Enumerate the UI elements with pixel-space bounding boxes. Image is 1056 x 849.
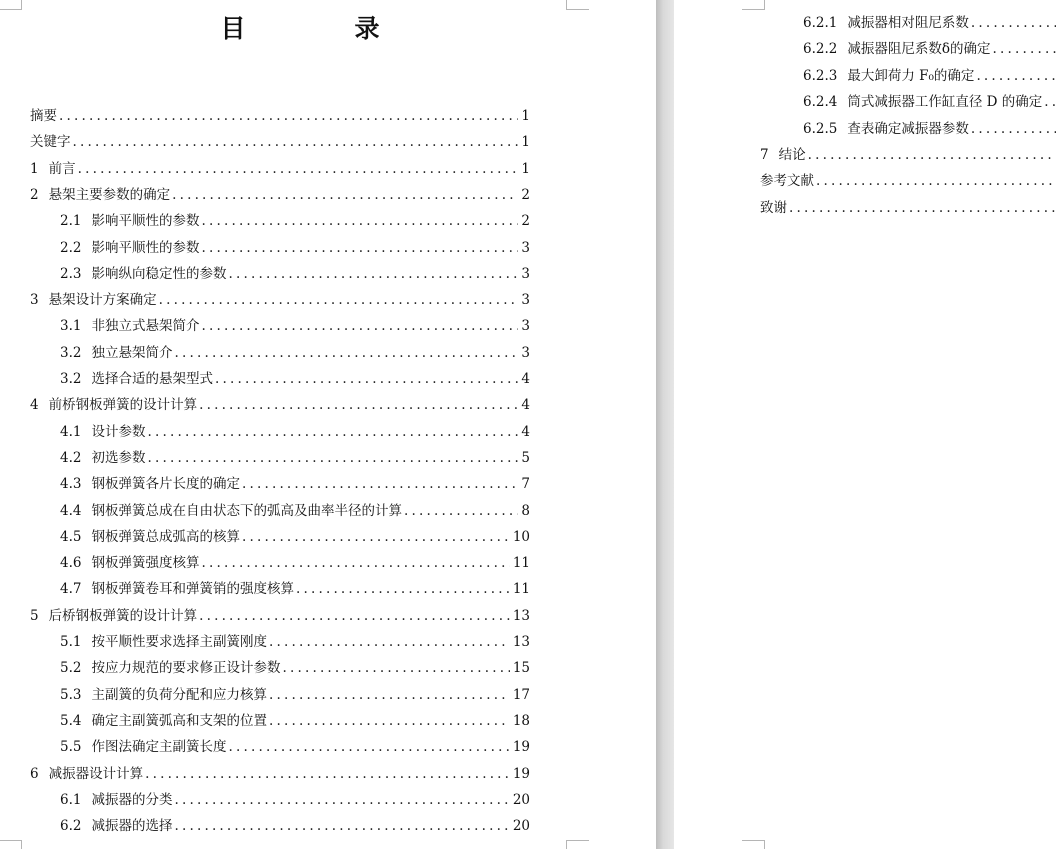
toc-entry-label <box>760 172 816 190</box>
toc-entry-number: 6.2.5 <box>803 120 838 137</box>
toc-page-number: 19 <box>512 739 530 756</box>
toc-entry-label <box>30 107 59 125</box>
toc-entry-label <box>60 502 404 520</box>
toc-entry-text: 悬架设计方案确定 <box>48 292 157 309</box>
toc-entry-text: 确定主副簧弧高和支架的位置 <box>91 712 267 729</box>
toc-entry-number: 5.5 <box>60 739 82 756</box>
dot-leader <box>808 146 1056 164</box>
toc-page-number: 18 <box>512 712 530 729</box>
toc-page-number: 4 <box>521 397 530 414</box>
toc-entry[interactable] <box>60 212 530 230</box>
toc-entry-text: 按平顺性要求选择主副簧刚度 <box>91 634 267 650</box>
toc-entry-label <box>60 344 174 362</box>
toc-entry-number: 4.3 <box>60 476 82 493</box>
toc-entry[interactable] <box>60 659 530 677</box>
toc-page-number: 3 <box>521 318 530 335</box>
toc-entry[interactable] <box>30 107 530 125</box>
toc-entry-text: 摘要 <box>30 108 57 124</box>
dot-leader <box>201 212 518 230</box>
dot-leader <box>201 239 518 257</box>
dot-leader <box>199 607 510 625</box>
toc-entry-number: 4.5 <box>60 528 82 545</box>
toc-entry-number: 4.2 <box>60 449 82 466</box>
toc-entry-label <box>760 146 808 164</box>
toc-entry-number: 3 <box>30 292 39 309</box>
toc-entry-label <box>60 475 242 493</box>
toc-entry-text: 钢板弹簧总成弧高的核算 <box>91 528 240 545</box>
toc-entry-label <box>60 239 201 257</box>
dot-leader <box>174 817 509 835</box>
dot-leader <box>971 14 1056 32</box>
toc-entry[interactable] <box>60 239 530 257</box>
toc-page-number: 4 <box>521 423 530 440</box>
toc-entry[interactable] <box>30 186 530 204</box>
toc-entry-text: 前桥钢板弹簧的设计计算 <box>48 397 198 414</box>
toc-page-number: 10 <box>512 528 530 545</box>
toc-entry-number: 5.1 <box>60 634 82 650</box>
toc-entry[interactable] <box>60 712 530 730</box>
toc-page-number: 3 <box>521 292 530 309</box>
toc-entry-text: 前言 <box>48 160 76 177</box>
toc-entry-label <box>60 554 201 572</box>
toc-entry[interactable] <box>30 396 530 414</box>
toc-entry-number: 6.2.2 <box>803 41 838 58</box>
toc-entry[interactable] <box>60 528 530 546</box>
dot-leader <box>228 738 509 756</box>
toc-entry[interactable] <box>60 633 530 651</box>
toc-entry[interactable] <box>760 199 1056 217</box>
toc-entry-label <box>60 317 201 335</box>
crop-mark <box>566 840 589 849</box>
toc-entry-label <box>60 580 296 598</box>
toc-entry[interactable] <box>60 686 530 704</box>
toc-entry-text: 独立悬架简介 <box>91 344 173 361</box>
dot-leader <box>159 291 519 309</box>
page-gutter <box>656 0 674 849</box>
toc-entry-label <box>60 449 147 467</box>
toc-entry-label <box>803 120 971 138</box>
dot-leader <box>174 344 518 362</box>
toc-page-number: 4 <box>521 371 530 387</box>
toc-entry-label <box>60 212 201 230</box>
dot-leader <box>404 502 518 520</box>
toc-entry-text: 减振器的选择 <box>91 818 173 835</box>
toc-entry-text: 钢板弹簧总成在自由状态下的弧高及曲率半径的计算 <box>91 502 402 519</box>
toc-entry-number: 4.7 <box>60 581 82 598</box>
document-page-right <box>674 0 1056 849</box>
dot-leader <box>199 396 518 414</box>
toc-entry[interactable] <box>60 423 530 441</box>
toc-entry-text: 减振器阻尼系数δ的确定 <box>847 41 991 58</box>
dot-leader <box>296 580 510 598</box>
toc-entry[interactable] <box>30 765 530 783</box>
toc-entry-label <box>30 133 73 151</box>
toc-entry-text: 后桥钢板弹簧的设计计算 <box>48 607 198 624</box>
toc-entry-text: 设计参数 <box>91 423 146 440</box>
dot-leader <box>269 712 510 730</box>
toc-entry-label <box>30 186 172 204</box>
toc-entry-label <box>30 607 199 625</box>
toc-entry-number: 3.2 <box>60 371 82 387</box>
toc-entry-text: 减振器设计计算 <box>48 765 144 782</box>
toc-page-number: 20 <box>512 818 530 835</box>
toc-entry-label <box>60 817 174 835</box>
toc-entry[interactable] <box>60 449 530 467</box>
dot-leader <box>174 791 509 809</box>
dot-leader <box>78 160 519 178</box>
dot-leader <box>993 40 1056 58</box>
toc-entry-number: 1 <box>30 160 39 177</box>
toc-entry-text: 减振器相对阻尼系数 <box>847 15 969 31</box>
toc-entry-label <box>60 712 269 730</box>
toc-entry[interactable] <box>60 738 530 756</box>
toc-page-number: 1 <box>521 160 530 177</box>
toc-entry-text: 非独立式悬架简介 <box>91 318 200 335</box>
toc-entry-text: 参考文献 <box>760 173 814 190</box>
toc-entry-number: 6.2 <box>60 818 82 835</box>
toc-entry[interactable] <box>760 172 1056 190</box>
dot-leader <box>73 133 519 151</box>
toc-entry[interactable] <box>30 291 530 309</box>
toc-page-number: 11 <box>512 581 530 598</box>
toc-entry-number: 7 <box>760 147 769 163</box>
toc-entry-text: 结论 <box>778 147 806 163</box>
dot-leader <box>282 659 509 677</box>
dot-leader <box>789 199 1056 217</box>
toc-entry-number: 4.6 <box>60 555 82 572</box>
toc-entry-label <box>803 67 976 85</box>
toc-entry-text: 筒式减振器工作缸直径 D 的确定 <box>847 94 1043 111</box>
toc-entry[interactable] <box>60 265 530 283</box>
crop-mark <box>742 0 765 10</box>
toc-page-number: 3 <box>521 265 530 282</box>
toc-entry-number: 2.2 <box>60 239 82 256</box>
toc-entry-number: 5 <box>30 607 39 624</box>
dot-leader <box>971 120 1056 138</box>
toc-entry-number: 4.4 <box>60 502 82 519</box>
dot-leader <box>242 528 510 546</box>
dot-leader <box>228 265 518 283</box>
toc-entry-label <box>803 40 993 58</box>
toc-page-number: 1 <box>521 108 530 124</box>
toc-entry-label <box>60 659 282 677</box>
toc-entry-label <box>60 423 147 441</box>
toc-entry-label <box>30 396 199 414</box>
toc-entry-label <box>30 765 145 783</box>
toc-entry-text: 钢板弹簧各片长度的确定 <box>91 476 240 493</box>
toc-entry[interactable] <box>760 146 1056 164</box>
toc-entry[interactable] <box>60 791 530 809</box>
toc-entry[interactable] <box>60 817 530 835</box>
toc-entry-text: 最大卸荷力 F₀的确定 <box>847 67 975 84</box>
toc-entry-label <box>30 291 159 309</box>
toc-entry-number: 5.4 <box>60 712 82 729</box>
toc-entry-text: 钢板弹簧强度核算 <box>91 555 200 572</box>
toc-entry[interactable] <box>60 554 530 572</box>
toc-entry-text: 主副簧的负荷分配和应力核算 <box>91 686 267 703</box>
toc-entry-text: 影响平顺性的参数 <box>91 213 200 230</box>
toc-entry[interactable] <box>803 120 1056 138</box>
toc-entry-number: 6.2.3 <box>803 67 838 84</box>
toc-entry-text: 减振器的分类 <box>91 791 173 808</box>
toc-entry-number: 6.1 <box>60 791 82 808</box>
toc-entry[interactable] <box>803 40 1056 58</box>
toc-entry[interactable] <box>803 67 1056 85</box>
toc-page-number: 7 <box>521 476 530 493</box>
dot-leader <box>242 475 518 493</box>
toc-page-number: 13 <box>512 634 530 650</box>
toc-page-number: 1 <box>521 134 530 151</box>
toc-page-number: 3 <box>521 344 530 361</box>
toc-page-number: 5 <box>521 449 530 466</box>
toc-entry[interactable] <box>60 344 530 362</box>
dot-leader <box>147 423 518 441</box>
dot-leader <box>201 554 509 572</box>
dot-leader <box>145 765 510 783</box>
toc-entry-text: 按应力规范的要求修正设计参数 <box>91 660 281 677</box>
dot-leader <box>201 317 518 335</box>
toc-page-number: 13 <box>512 607 530 624</box>
toc-entry-label <box>803 93 1044 111</box>
toc-entry-text: 悬架主要参数的确定 <box>48 186 171 203</box>
toc-entry-number: 5.2 <box>60 660 82 677</box>
dot-leader <box>215 370 518 388</box>
dot-leader <box>976 67 1056 85</box>
toc-entry-number: 4 <box>30 397 39 414</box>
toc-entry-label <box>803 14 971 32</box>
dot-leader <box>269 686 510 704</box>
toc-entry-label <box>60 633 269 651</box>
toc-entry[interactable] <box>803 93 1056 111</box>
crop-mark <box>742 840 765 849</box>
dot-leader <box>147 449 518 467</box>
toc-entry-number: 6.2.1 <box>803 15 838 31</box>
toc-entry-label <box>60 370 215 388</box>
toc-entry-label <box>60 686 269 704</box>
toc-entry[interactable] <box>30 607 530 625</box>
toc-entry[interactable] <box>803 14 1056 32</box>
toc-entry-label <box>60 738 228 756</box>
toc-entry[interactable] <box>30 133 530 151</box>
toc-entry-text: 影响平顺性的参数 <box>91 239 200 256</box>
toc-entry[interactable] <box>60 317 530 335</box>
dot-leader <box>172 186 518 204</box>
toc-page-number: 17 <box>512 686 530 703</box>
toc-page-number: 20 <box>512 791 530 808</box>
toc-entry-number: 2 <box>30 186 39 203</box>
toc-page-number: 8 <box>521 502 530 519</box>
toc-entry-number: 2.3 <box>60 265 82 282</box>
toc-entry[interactable] <box>60 580 530 598</box>
toc-entry-text: 钢板弹簧卷耳和弹簧销的强度核算 <box>91 581 294 598</box>
dot-leader <box>1044 93 1056 111</box>
toc-entry[interactable] <box>30 160 530 178</box>
toc-page-number: 2 <box>521 186 530 203</box>
toc-page-number: 2 <box>521 213 530 230</box>
dot-leader <box>269 633 510 651</box>
toc-entry-number: 3.1 <box>60 318 82 335</box>
toc-entry-number: 3.2 <box>60 344 82 361</box>
toc-entry-label <box>60 791 174 809</box>
toc-entry-text: 初选参数 <box>91 449 146 466</box>
toc-entry[interactable] <box>60 475 530 493</box>
toc-page-number: 19 <box>512 765 530 782</box>
toc-entry[interactable] <box>60 370 530 388</box>
toc-entry-text: 致谢 <box>760 199 787 216</box>
toc-entry-number: 4.1 <box>60 423 82 440</box>
dot-leader <box>59 107 518 125</box>
toc-entry-number: 2.1 <box>60 213 82 230</box>
toc-entry-label <box>760 199 789 217</box>
toc-entry-label <box>60 265 228 283</box>
crop-mark <box>0 840 22 849</box>
toc-entry-label <box>60 528 242 546</box>
toc-entry-number: 5.3 <box>60 686 82 703</box>
toc-page-number: 3 <box>521 239 530 256</box>
toc-entry-text: 影响纵向稳定性的参数 <box>91 265 227 282</box>
toc-entry-text: 作图法确定主副簧长度 <box>91 739 227 756</box>
toc-entry-number: 6 <box>30 765 39 782</box>
toc-entry[interactable] <box>60 502 530 520</box>
page-title: 目 录 <box>220 14 422 43</box>
toc-entry-number: 6.2.4 <box>803 94 838 111</box>
toc-entry-label <box>30 160 78 178</box>
dot-leader <box>816 172 1056 190</box>
toc-entry-text: 关键字 <box>30 134 71 151</box>
toc-page-number: 15 <box>512 660 530 677</box>
toc-page-number: 11 <box>512 555 530 572</box>
toc-entry-text: 查表确定减振器参数 <box>847 120 969 137</box>
toc-entry-text: 选择合适的悬架型式 <box>91 371 213 387</box>
